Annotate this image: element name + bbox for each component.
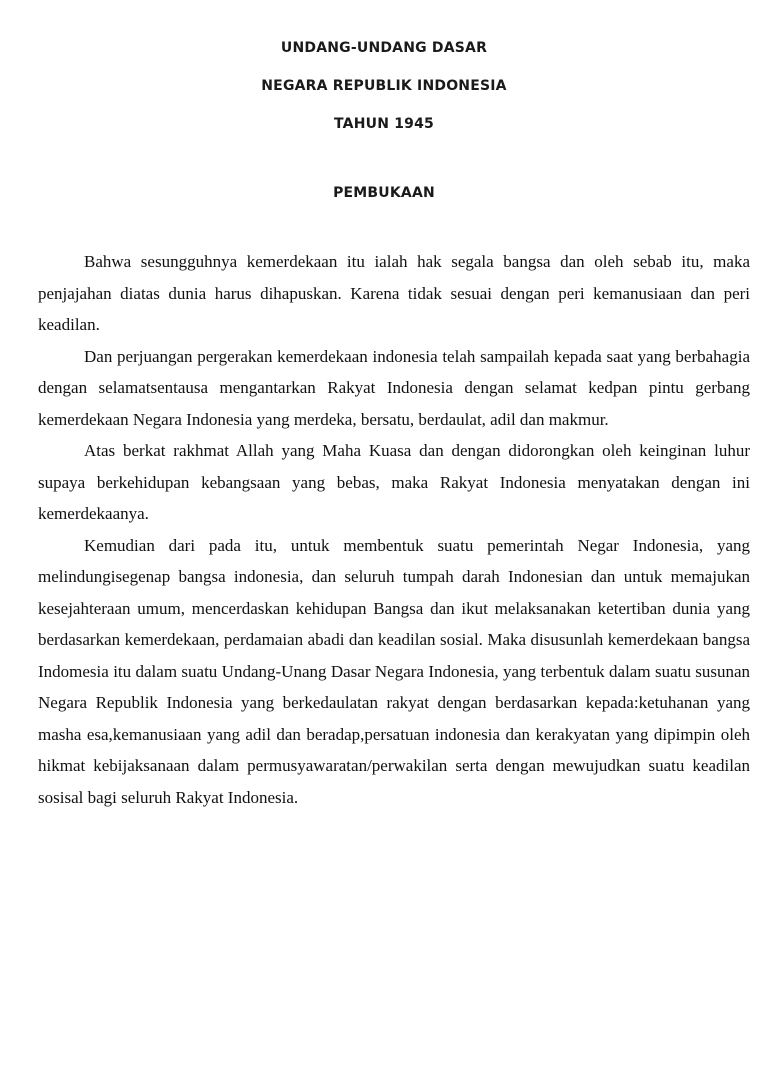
paragraph-1: Bahwa sesungguhnya kemerdekaan itu ialah hak segala bangsa dan oleh sebab itu, maka penjajahan diatas dunia harus dihapuskan. Karena tidak sesuai dengan peri kemanusiaan dan peri keadilan. [38, 252, 750, 334]
title-line-3: TAHUN 1945 [334, 116, 434, 132]
body-text [38, 246, 750, 813]
section-heading: PEMBUKAAN [333, 185, 435, 201]
title-line-1: UNDANG-UNDANG DASAR [280, 40, 488, 56]
paragraph-4: Kemudian dari pada itu, untuk membentuk suatu pemerintah Negar Indonesia, yang melindungisegenap bangsa indonesia, dan seluruh tumpah darah Indonesian dan untuk memajukan kesejahteraan umum, mencerdaskan kehidupan Bangsa dan ikut melaksanakan ketertiban dunia yang berdasarkan kemerdekaan, perdamaian abadi dan keadilan sosial. Maka disusunlah kemerdekaan bangsa Indomesia itu dalam suatu Undang-Unang Dasar Negara Indonesia, yang terbentuk dalam suatu susunan Negara Republik Indonesia yang berkedaulatan rakyat dengan berdasarkan kepada:ketuhanan yang masha esa,kemanusiaan yang adil dan beradap,persatuan indonesia dan kerakyatan yang dipimpin oleh hikmat kebijaksanaan dalam permusyawaratan/perwakilan serta dengan mewujudkan suatu keadilan sosisal bagi seluruh Rakyat Indonesia. [38, 535, 750, 807]
paragraph-2: Dan perjuangan pergerakan kemerdekaan indonesia telah sampailah kepada saat yang berbahagia dengan selamatsentausa mengantarkan Rakyat Indonesia dengan selamat kedpan pintu gerbang kemerdekaan Negara Indonesia yang merdeka, bersatu, berdaulat, adil dan makmur. [38, 346, 750, 429]
title-line-2: NEGARA REPUBLIK INDONESIA [261, 78, 507, 94]
paragraph-3: Atas berkat rakhmat Allah yang Maha Kuasa dan dengan didorongkan oleh keinginan luhur supaya berkehidupan kebangsaan yang bebas, maka Rakyat Indonesia menyatakan dengan ini kemerdekaanya. [38, 441, 750, 523]
